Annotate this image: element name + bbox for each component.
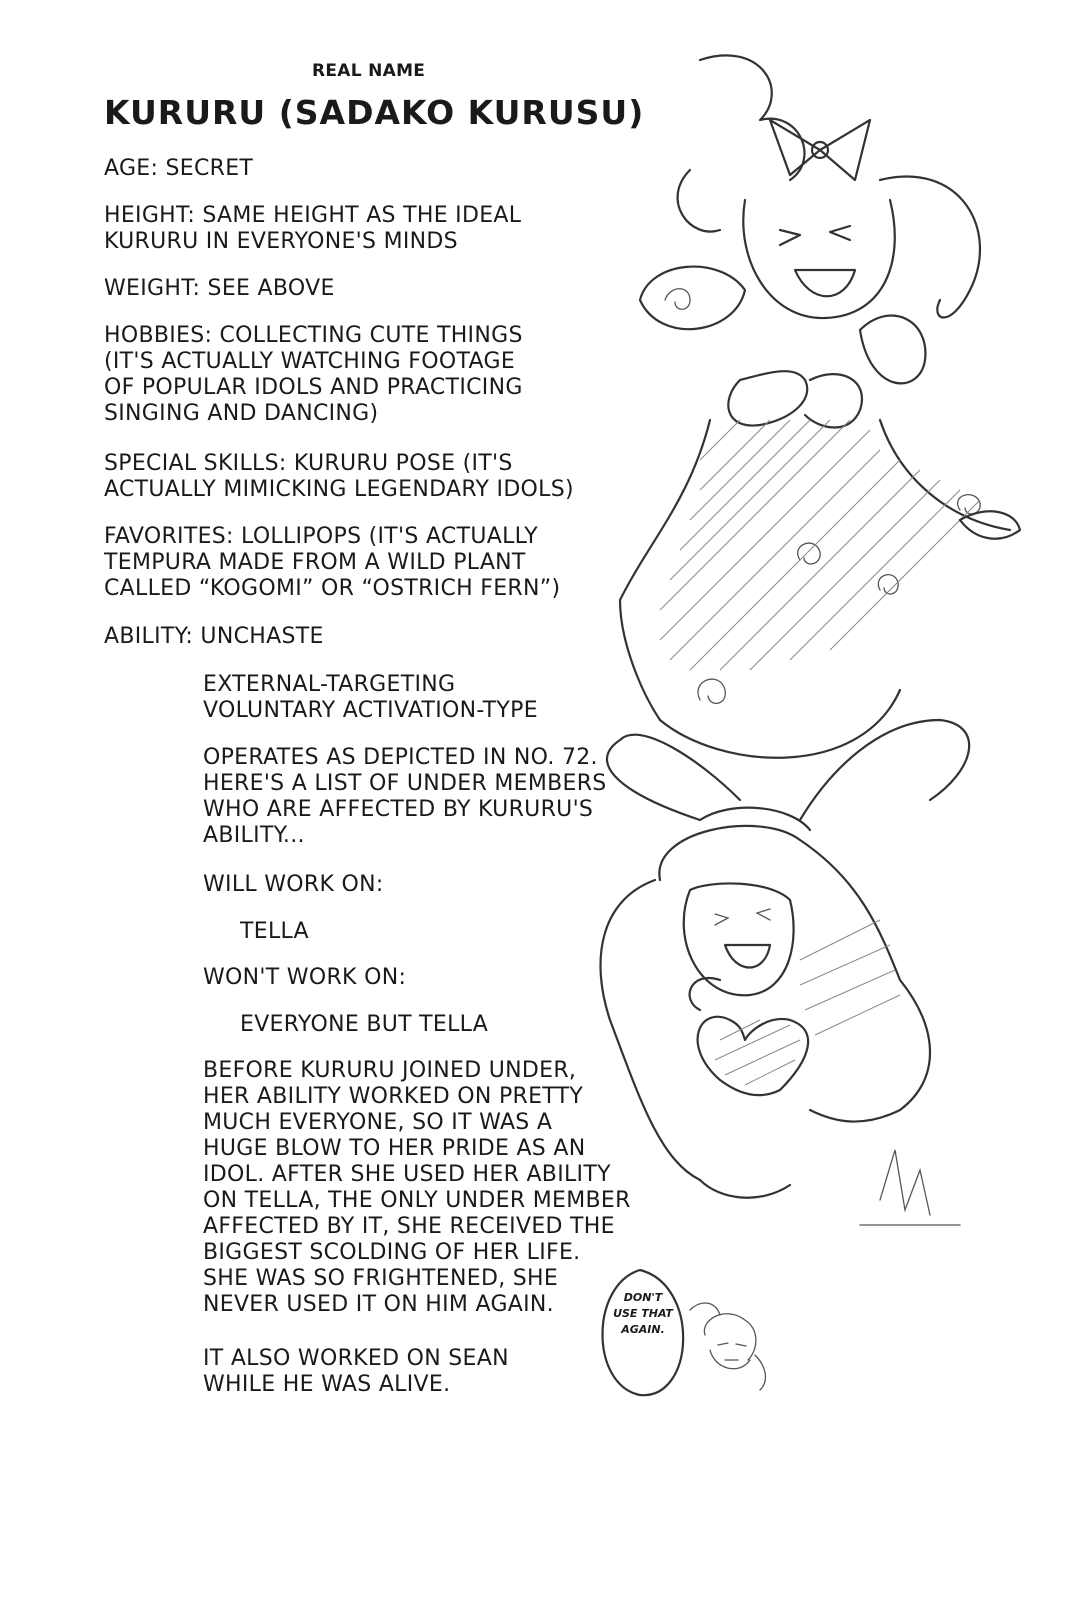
age-field: AGE: SECRET — [104, 156, 254, 181]
will-work-value: TELLA — [240, 919, 309, 944]
ability-type: EXTERNAL-TARGETING VOLUNTARY ACTIVATION-TYPE — [203, 672, 538, 723]
real-name-label: REAL NAME — [312, 61, 426, 81]
sean-note: IT ALSO WORKED ON SEAN WHILE HE WAS ALIVE. — [203, 1346, 509, 1397]
height-field: HEIGHT: SAME HEIGHT AS THE IDEAL KURURU IN EVERYONE'S MINDS — [104, 203, 522, 254]
favorites-field: FAVORITES: LOLLIPOPS (IT'S ACTUALLY TEMPURA MADE FROM A WILD PLANT CALLED “KOGOMI” OR “OSTRICH FERN”) — [104, 524, 561, 601]
ability-description: OPERATES AS DEPICTED IN NO. 72. HERE'S A LIST OF UNDER MEMBERS WHO ARE AFFECTED BY KURURU'S ABILITY... — [203, 745, 607, 848]
will-work-label: WILL WORK ON: — [203, 872, 384, 897]
kururu-idol-sketch — [620, 55, 1020, 757]
page-title: KURURU (SADAKO KURUSU) — [104, 93, 645, 132]
ability-story: BEFORE KURURU JOINED UNDER, HER ABILITY WORKED ON PRETTY MUCH EVERYONE, SO IT WAS A HUGE BLOW TO HER PRIDE AS AN IDOL. AFTER SHE USED HER ABILITY ON TELLA, THE ONLY UNDER MEMBER AFFECTED BY IT, SHE RECEIVED THE BIGGEST SCOLDING OF HER LIFE. SHE WAS SO FRIGHTENED, SHE NEVER USED IT ON HIM AGAIN. — [203, 1058, 631, 1317]
weight-field: WEIGHT: SEE ABOVE — [104, 276, 335, 301]
tella-chibi-sketch — [704, 1314, 765, 1390]
ability-field: ABILITY: UNCHASTE — [104, 624, 324, 649]
hobbies-field: HOBBIES: COLLECTING CUTE THINGS (IT'S ACTUALLY WATCHING FOOTAGE OF POPULAR IDOLS AND PRACTICING SINGING AND DANCING) — [104, 323, 523, 426]
special-skills-field: SPECIAL SKILLS: KURURU POSE (IT'S ACTUALLY MIMICKING LEGENDARY IDOLS) — [104, 451, 574, 502]
wont-work-value: EVERYONE BUT TELLA — [240, 1012, 489, 1037]
bunny-costume-sketch — [600, 720, 969, 1225]
wont-work-label: WON'T WORK ON: — [203, 965, 407, 990]
speech-bubble-text: DON'T USE THAT AGAIN. — [613, 1291, 673, 1336]
